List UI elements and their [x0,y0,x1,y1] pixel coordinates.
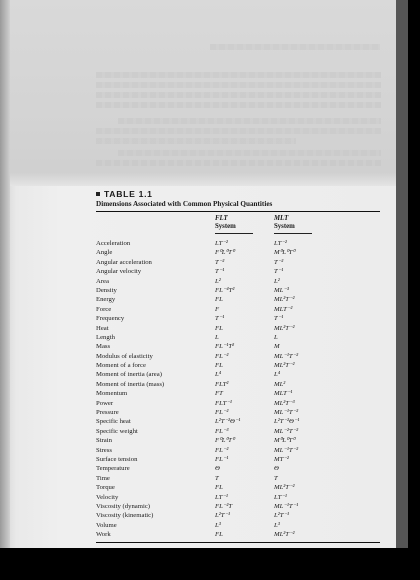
quantity-cell: Surface tension [96,455,138,463]
flt-cell: L²T⁻¹ [215,512,230,520]
flt-cell: F⁰L⁰T⁰ [215,437,235,445]
mlt-cell: L⁴ [274,371,281,379]
flt-cell: FL⁻² [215,446,229,454]
flt-cell: F⁰L⁰T⁰ [215,249,235,257]
faded-text-line [96,72,381,78]
quantity-cell: Power [96,399,114,407]
flt-cell: FL [215,296,223,304]
flt-cell: FL [215,362,223,370]
mlt-cell: ML²T⁻² [274,362,295,370]
flt-cell: F [215,305,220,313]
table-row [96,286,380,295]
faded-text-line [96,128,381,134]
quantity-cell: Torque [96,484,115,492]
mlt-cell: Θ [274,465,279,473]
quantity-cell: Mass [96,343,111,351]
mlt-cell: M⁰L⁰T⁰ [274,249,296,257]
quantity-cell: Moment of a force [96,362,146,370]
faded-running-header [210,44,380,50]
mlt-cell: T⁻¹ [274,268,284,276]
mlt-cell: LT⁻² [274,240,287,247]
faded-text-line [118,118,381,124]
table-row [96,521,380,530]
mlt-cell: ML⁻¹T⁻¹ [274,502,299,510]
flt-cell: LT⁻² [215,240,228,247]
mlt-cell: L²T⁻²Θ⁻¹ [274,418,300,426]
quantity-cell: Moment of inertia (area) [96,371,162,379]
quantity-cell: Velocity [96,493,119,501]
table-body [96,239,380,540]
table-row [96,408,380,417]
column-headers [96,212,380,234]
table-row [96,324,380,333]
mlt-cell: MT⁻² [274,455,289,463]
table-row [96,295,380,304]
table-row [96,305,380,314]
quantity-cell: Temperature [96,465,130,473]
flt-header-label: FLT [215,215,228,222]
quantity-cell: Stress [96,446,112,454]
mlt-cell: ML²T⁻³ [274,399,295,407]
faded-text-line [96,102,381,108]
flt-cell: FL⁻²T [215,502,233,510]
table-row [96,483,380,492]
mlt-cell: L² [274,277,280,285]
quantity-cell: Acceleration [96,240,131,247]
mlt-cell: L³ [274,521,280,529]
quantity-cell: Specific weight [96,427,138,435]
quantity-cell: Energy [96,296,116,304]
table-title: Dimensions Associated with Common Physical Quantities [96,200,273,208]
flt-cell: FL⁻² [215,409,229,417]
flt-cell: L²T⁻²Θ⁻¹ [215,418,241,426]
table-row [96,342,380,351]
page-fold-shadow [0,172,408,186]
quantity-cell: Force [96,305,112,313]
flt-column-header [215,215,236,231]
mlt-cell: ML² [274,380,286,388]
table-row [96,267,380,276]
table-row [96,380,380,389]
dimensions-table [96,189,380,543]
mlt-cell: T⁻¹ [274,315,284,323]
mlt-cell: ML²T⁻² [274,484,295,492]
page-right-edge [396,0,408,548]
mlt-cell: ML²T⁻² [274,324,295,332]
flt-cell: T⁻¹ [215,315,225,323]
quantity-cell: Heat [96,324,109,332]
quantity-cell: Momentum [96,390,128,398]
mlt-column-header [274,215,295,231]
mlt-header-sub: System [274,223,295,230]
flt-cell: FL⁻³ [215,427,229,435]
mlt-cell: L²T⁻¹ [274,512,289,520]
faded-text-line [96,138,296,144]
flt-header-underline [215,233,253,234]
quantity-cell: Strain [96,437,112,445]
flt-cell: T⁻¹ [215,268,225,276]
scan-background [0,548,420,580]
faded-text-line [118,150,381,156]
flt-cell: FL [215,531,223,539]
flt-cell: L² [215,277,221,285]
flt-cell: FL⁻¹T² [215,343,235,351]
table-row [96,464,380,473]
flt-cell: FL⁻⁴T² [215,286,235,294]
faded-text-line [96,92,381,98]
table-row [96,239,380,248]
quantity-cell: Angular acceleration [96,258,152,266]
mlt-cell: ML⁻²T⁻² [274,427,299,435]
flt-cell: FL⁻² [215,352,229,360]
flt-cell: L [215,333,219,341]
table-number [96,189,380,199]
flt-cell: L⁴ [215,371,222,379]
table-number-label: TABLE 1.1 [104,189,153,199]
table-row [96,417,380,426]
square-bullet-icon [96,192,100,196]
quantity-cell: Time [96,474,110,482]
quantity-cell: Area [96,277,109,285]
table-row [96,333,380,342]
mlt-cell: ML⁻¹T⁻² [274,352,299,360]
flt-cell: T [215,474,219,482]
table-row [96,352,380,361]
faded-text-line [96,82,381,88]
quantity-cell: Modulus of elasticity [96,352,153,360]
flt-cell: LT⁻¹ [215,493,228,501]
mlt-cell: LT⁻¹ [274,493,287,501]
quantity-cell: Work [96,531,111,539]
quantity-cell: Angular velocity [96,268,142,276]
faded-text-line [96,160,381,166]
mlt-cell: ML²T⁻² [274,296,295,304]
table-row [96,361,380,370]
table-row [96,530,380,539]
faded-text-region [0,0,408,182]
quantity-cell: Specific heat [96,418,131,426]
table-row [96,446,380,455]
mlt-cell: ML⁻³ [274,286,289,294]
bottom-rule [96,542,380,543]
mlt-cell: M [274,343,280,351]
quantity-cell: Length [96,333,115,341]
table-row [96,427,380,436]
table-row [96,277,380,286]
flt-cell: T⁻² [215,258,225,266]
flt-cell: FL [215,484,223,492]
mlt-cell: M⁰L⁰T⁰ [274,437,296,445]
table-row [96,399,380,408]
flt-cell: FT [215,390,223,398]
table-row [96,511,380,520]
quantity-cell: Volume [96,521,117,529]
flt-cell: FLT² [215,380,229,388]
mlt-cell: ML⁻¹T⁻² [274,446,299,454]
mlt-cell: T⁻² [274,258,284,266]
mlt-header-underline [274,233,312,234]
quantity-cell: Moment of inertia (mass) [96,380,165,388]
quantity-cell: Frequency [96,315,125,323]
table-row [96,314,380,323]
flt-cell: FL⁻¹ [215,455,229,463]
quantity-cell: Pressure [96,409,119,417]
table-row [96,474,380,483]
flt-cell: Θ [215,465,220,473]
mlt-cell: MLT⁻² [274,305,293,313]
quantity-cell: Viscosity (kinematic) [96,512,154,520]
table-row [96,455,380,464]
table-row [96,502,380,511]
flt-cell: FL [215,324,223,332]
table-row [96,493,380,502]
table-row [96,389,380,398]
flt-header-sub: System [215,223,236,230]
mlt-cell: L [274,333,278,341]
mlt-header-label: MLT [274,215,289,222]
flt-cell: FLT⁻¹ [215,399,232,407]
mlt-cell: ML⁻¹T⁻² [274,409,299,417]
quantity-cell: Density [96,286,117,294]
table-row [96,370,380,379]
flt-cell: L³ [215,521,221,529]
table-row [96,248,380,257]
quantity-cell: Viscosity (dynamic) [96,502,151,510]
page-left-edge [0,0,10,548]
quantity-cell: Angle [96,249,113,257]
mlt-cell: MLT⁻¹ [274,390,293,398]
mlt-cell: ML²T⁻² [274,531,295,539]
mlt-cell: T [274,474,278,482]
table-row [96,258,380,267]
table-row [96,436,380,445]
